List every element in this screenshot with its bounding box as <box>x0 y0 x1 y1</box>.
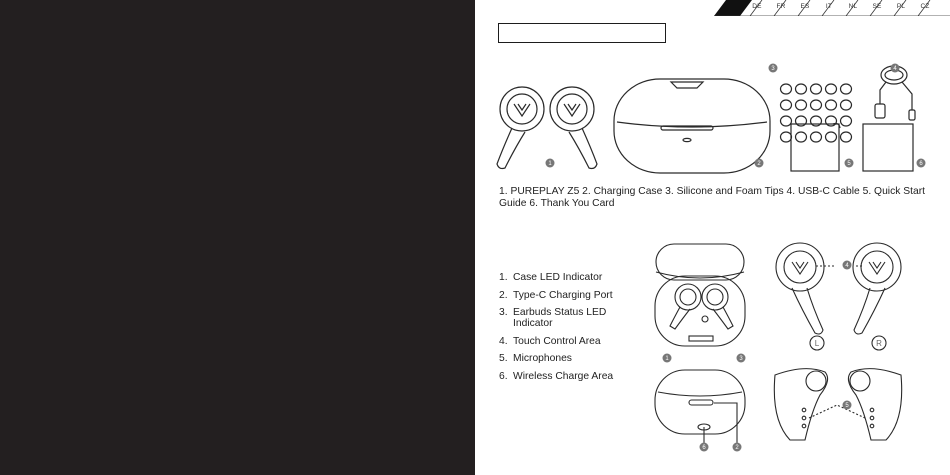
callout-b4-label: 4 <box>845 263 849 270</box>
callout-2-label: 2 <box>757 161 761 168</box>
callout-5-label: 5 <box>847 161 851 168</box>
earbuds-front-drawing <box>776 243 901 350</box>
tab-de[interactable]: DE <box>752 3 762 10</box>
callout-b1-label: 1 <box>665 356 669 363</box>
callout-b2-label: 2 <box>735 445 739 452</box>
tab-cz[interactable]: CZ <box>920 3 930 10</box>
list-item: 1. Case LED Indicator <box>499 272 603 283</box>
tab-es[interactable]: ES <box>800 3 810 10</box>
list-item: 6. Wireless Charge Area <box>499 370 614 382</box>
list-item: 4. Touch Control Area <box>499 335 601 347</box>
list-item: 2. Type-C Charging Port <box>499 289 613 301</box>
list-item: 3. Earbuds Status LED Indicator <box>499 307 607 330</box>
callout-b6-label: 6 <box>702 445 706 452</box>
side-label-left: L <box>814 339 820 348</box>
callout-6-label: 6 <box>919 161 923 168</box>
callout-1-label: 1 <box>548 161 552 168</box>
side-label-right: R <box>876 339 882 348</box>
callout-4-label: 4 <box>893 66 897 73</box>
open-case-drawing <box>655 244 745 346</box>
product-overview-illustration <box>475 0 950 475</box>
callout-3-label: 3 <box>771 66 775 73</box>
earbuds-side-drawing <box>774 369 901 440</box>
tab-pl[interactable]: PL <box>896 3 906 10</box>
tab-it[interactable]: IT <box>825 3 833 10</box>
box-contents-caption: 1. PUREPLAY Z5 2. Charging Case 3. Silicone and Foam Tips 4. USB-C Cable 5. Quick Start Guide 6. Thank You Card <box>499 186 925 210</box>
callout-b3-label: 3 <box>739 356 743 363</box>
closed-case-drawing <box>655 370 745 446</box>
tab-se[interactable]: SE <box>872 3 882 10</box>
tab-nl[interactable]: NL <box>848 3 858 10</box>
callout-b5-label: 5 <box>845 403 849 410</box>
manual-page <box>475 0 950 475</box>
tab-fr[interactable]: FR <box>776 3 786 10</box>
list-item: 5. Microphones <box>499 353 572 365</box>
